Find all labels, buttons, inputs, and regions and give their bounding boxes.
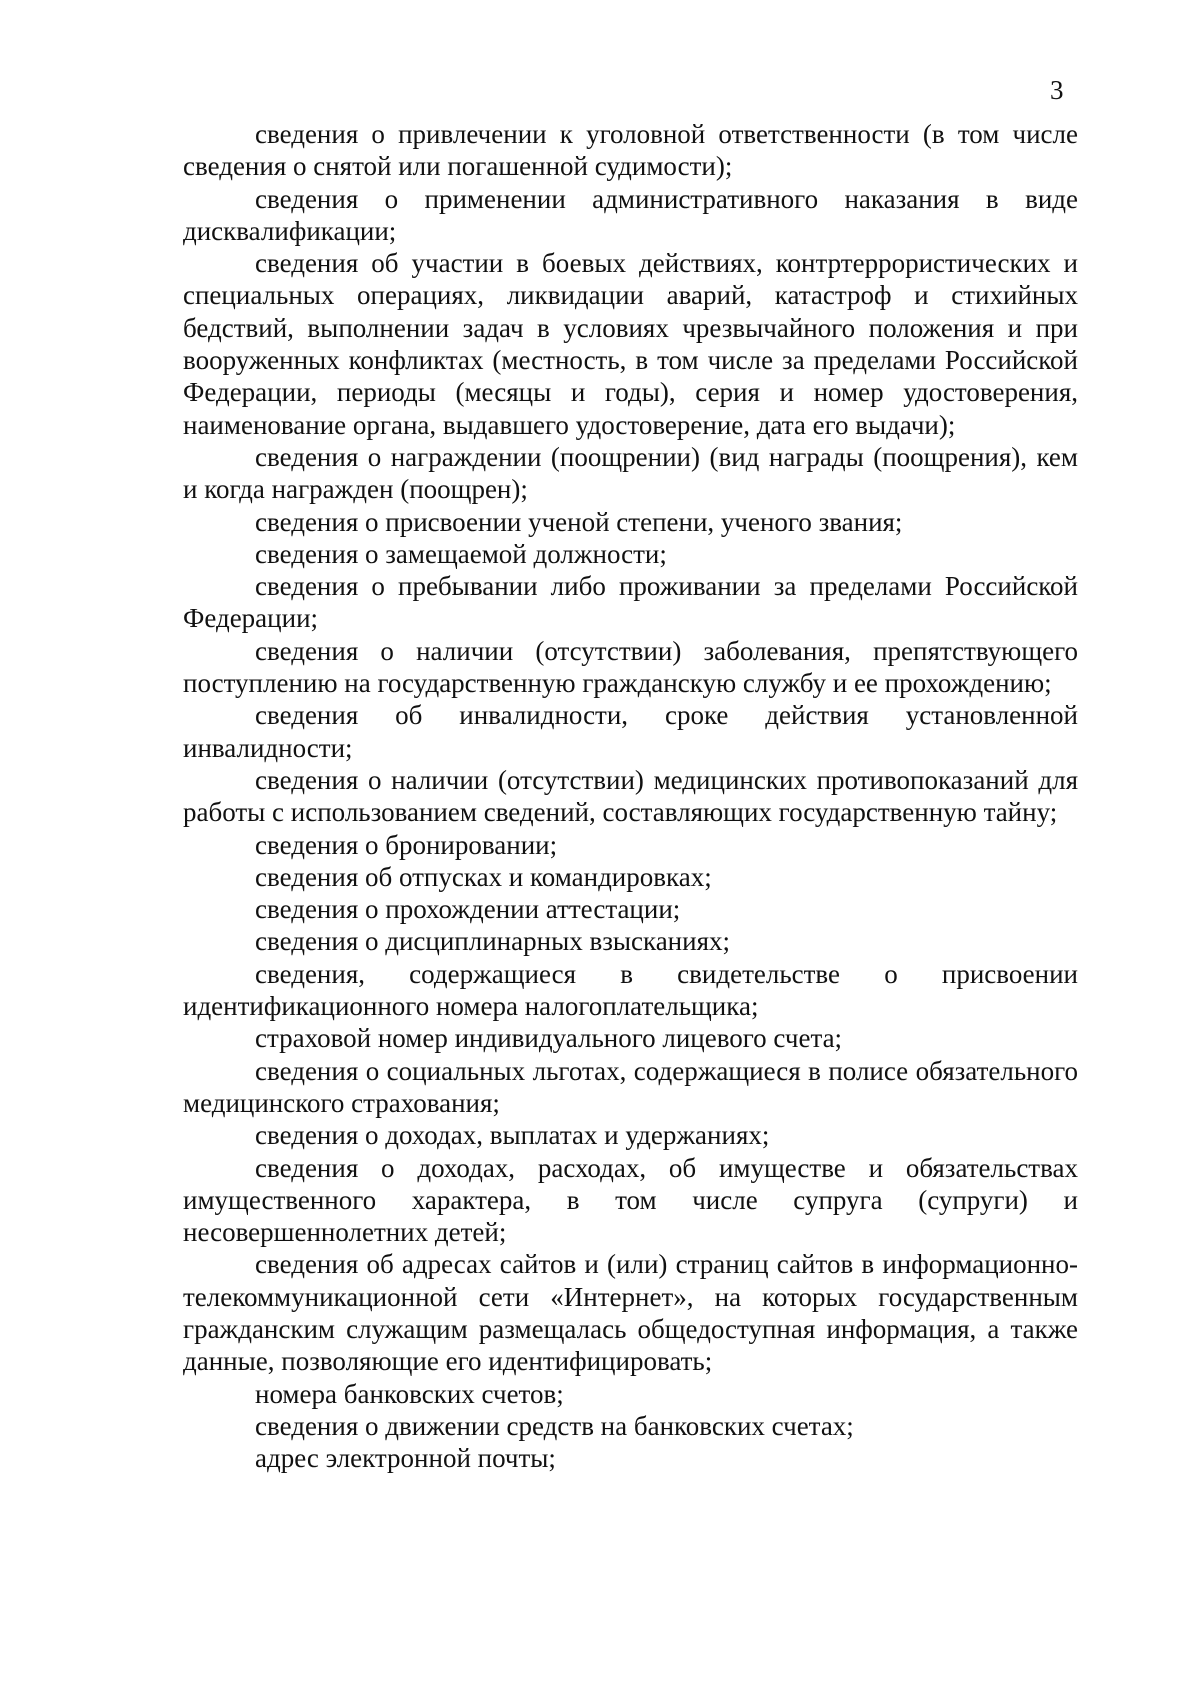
list-item: сведения о движении средств на банковских счетах; bbox=[255, 1410, 854, 1441]
document-body bbox=[183, 118, 1078, 1474]
list-item: сведения о наличии (отсутствии) медицинских противопоказаний для работы с использованием сведений, составляющих государственную тайну; bbox=[183, 764, 1078, 828]
list-item: сведения об участии в боевых действиях, контртеррористических и специальных операциях, ликвидации аварий, катастроф и стихийных бедствий, выполнении задач в условиях чрезвычайного положения и при вооруженных конфликтах (местность, в том числе за пределами Российской Федерации, периоды (месяцы и годы), серия и номер удостоверения, наименование органа, выдавшего удостоверение, дата его выдачи); bbox=[183, 248, 1078, 440]
list-item: сведения о привлечении к уголовной ответственности (в том числе сведения о снятой или погашенной судимости); bbox=[183, 119, 1078, 182]
list-item: сведения о применении административного наказания в виде дисквалификации; bbox=[183, 183, 1078, 246]
list-item: сведения о доходах, выплатах и удержаниях; bbox=[255, 1120, 770, 1151]
list-item: сведения о дисциплинарных взысканиях; bbox=[255, 926, 731, 957]
list-item: сведения о наличии (отсутствии) заболевания, препятствующего поступлению на государственную гражданскую службу и ее прохождению; bbox=[183, 635, 1078, 699]
list-item: сведения о прохождении аттестации; bbox=[255, 894, 681, 925]
list-item: страховой номер индивидуального лицевого счета; bbox=[255, 1023, 843, 1054]
list-item: сведения, содержащиеся в свидетельстве о присвоении идентификационного номера налогоплательщика; bbox=[183, 958, 1078, 1022]
list-item: сведения о пребывании либо проживании за пределами Российской Федерации; bbox=[183, 571, 1078, 634]
list-item: сведения о замещаемой должности; bbox=[255, 538, 667, 569]
list-item: сведения об отпусках и командировках; bbox=[255, 861, 712, 892]
list-item: сведения о присвоении ученой степени, ученого звания; bbox=[255, 506, 903, 537]
list-item: сведения об адресах сайтов и (или) страниц сайтов в информационно-телекоммуникационной сети «Интернет», на которых государственным гражданским служащим размещалась общедоступная информация, а также данные, позволяющие его идентифицировать; bbox=[183, 1249, 1078, 1377]
list-item: сведения о бронировании; bbox=[255, 829, 558, 860]
list-item: сведения о доходах, расходах, об имуществе и обязательствах имущественного характера, в том числе супруга (супруги) и несовершеннолетних детей; bbox=[183, 1152, 1078, 1248]
list-item: сведения о социальных льготах, содержащиеся в полисе обязательного медицинского страхования; bbox=[183, 1055, 1078, 1118]
list-item: адрес электронной почты; bbox=[255, 1443, 556, 1474]
list-item: сведения о награждении (поощрении) (вид награды (поощрения), кем и когда награжден (поощрен); bbox=[183, 441, 1078, 505]
list-item: номера банковских счетов; bbox=[255, 1378, 564, 1409]
list-item: сведения об инвалидности, сроке действия установленной инвалидности; bbox=[183, 700, 1078, 763]
page-number: 3 bbox=[1050, 75, 1064, 105]
